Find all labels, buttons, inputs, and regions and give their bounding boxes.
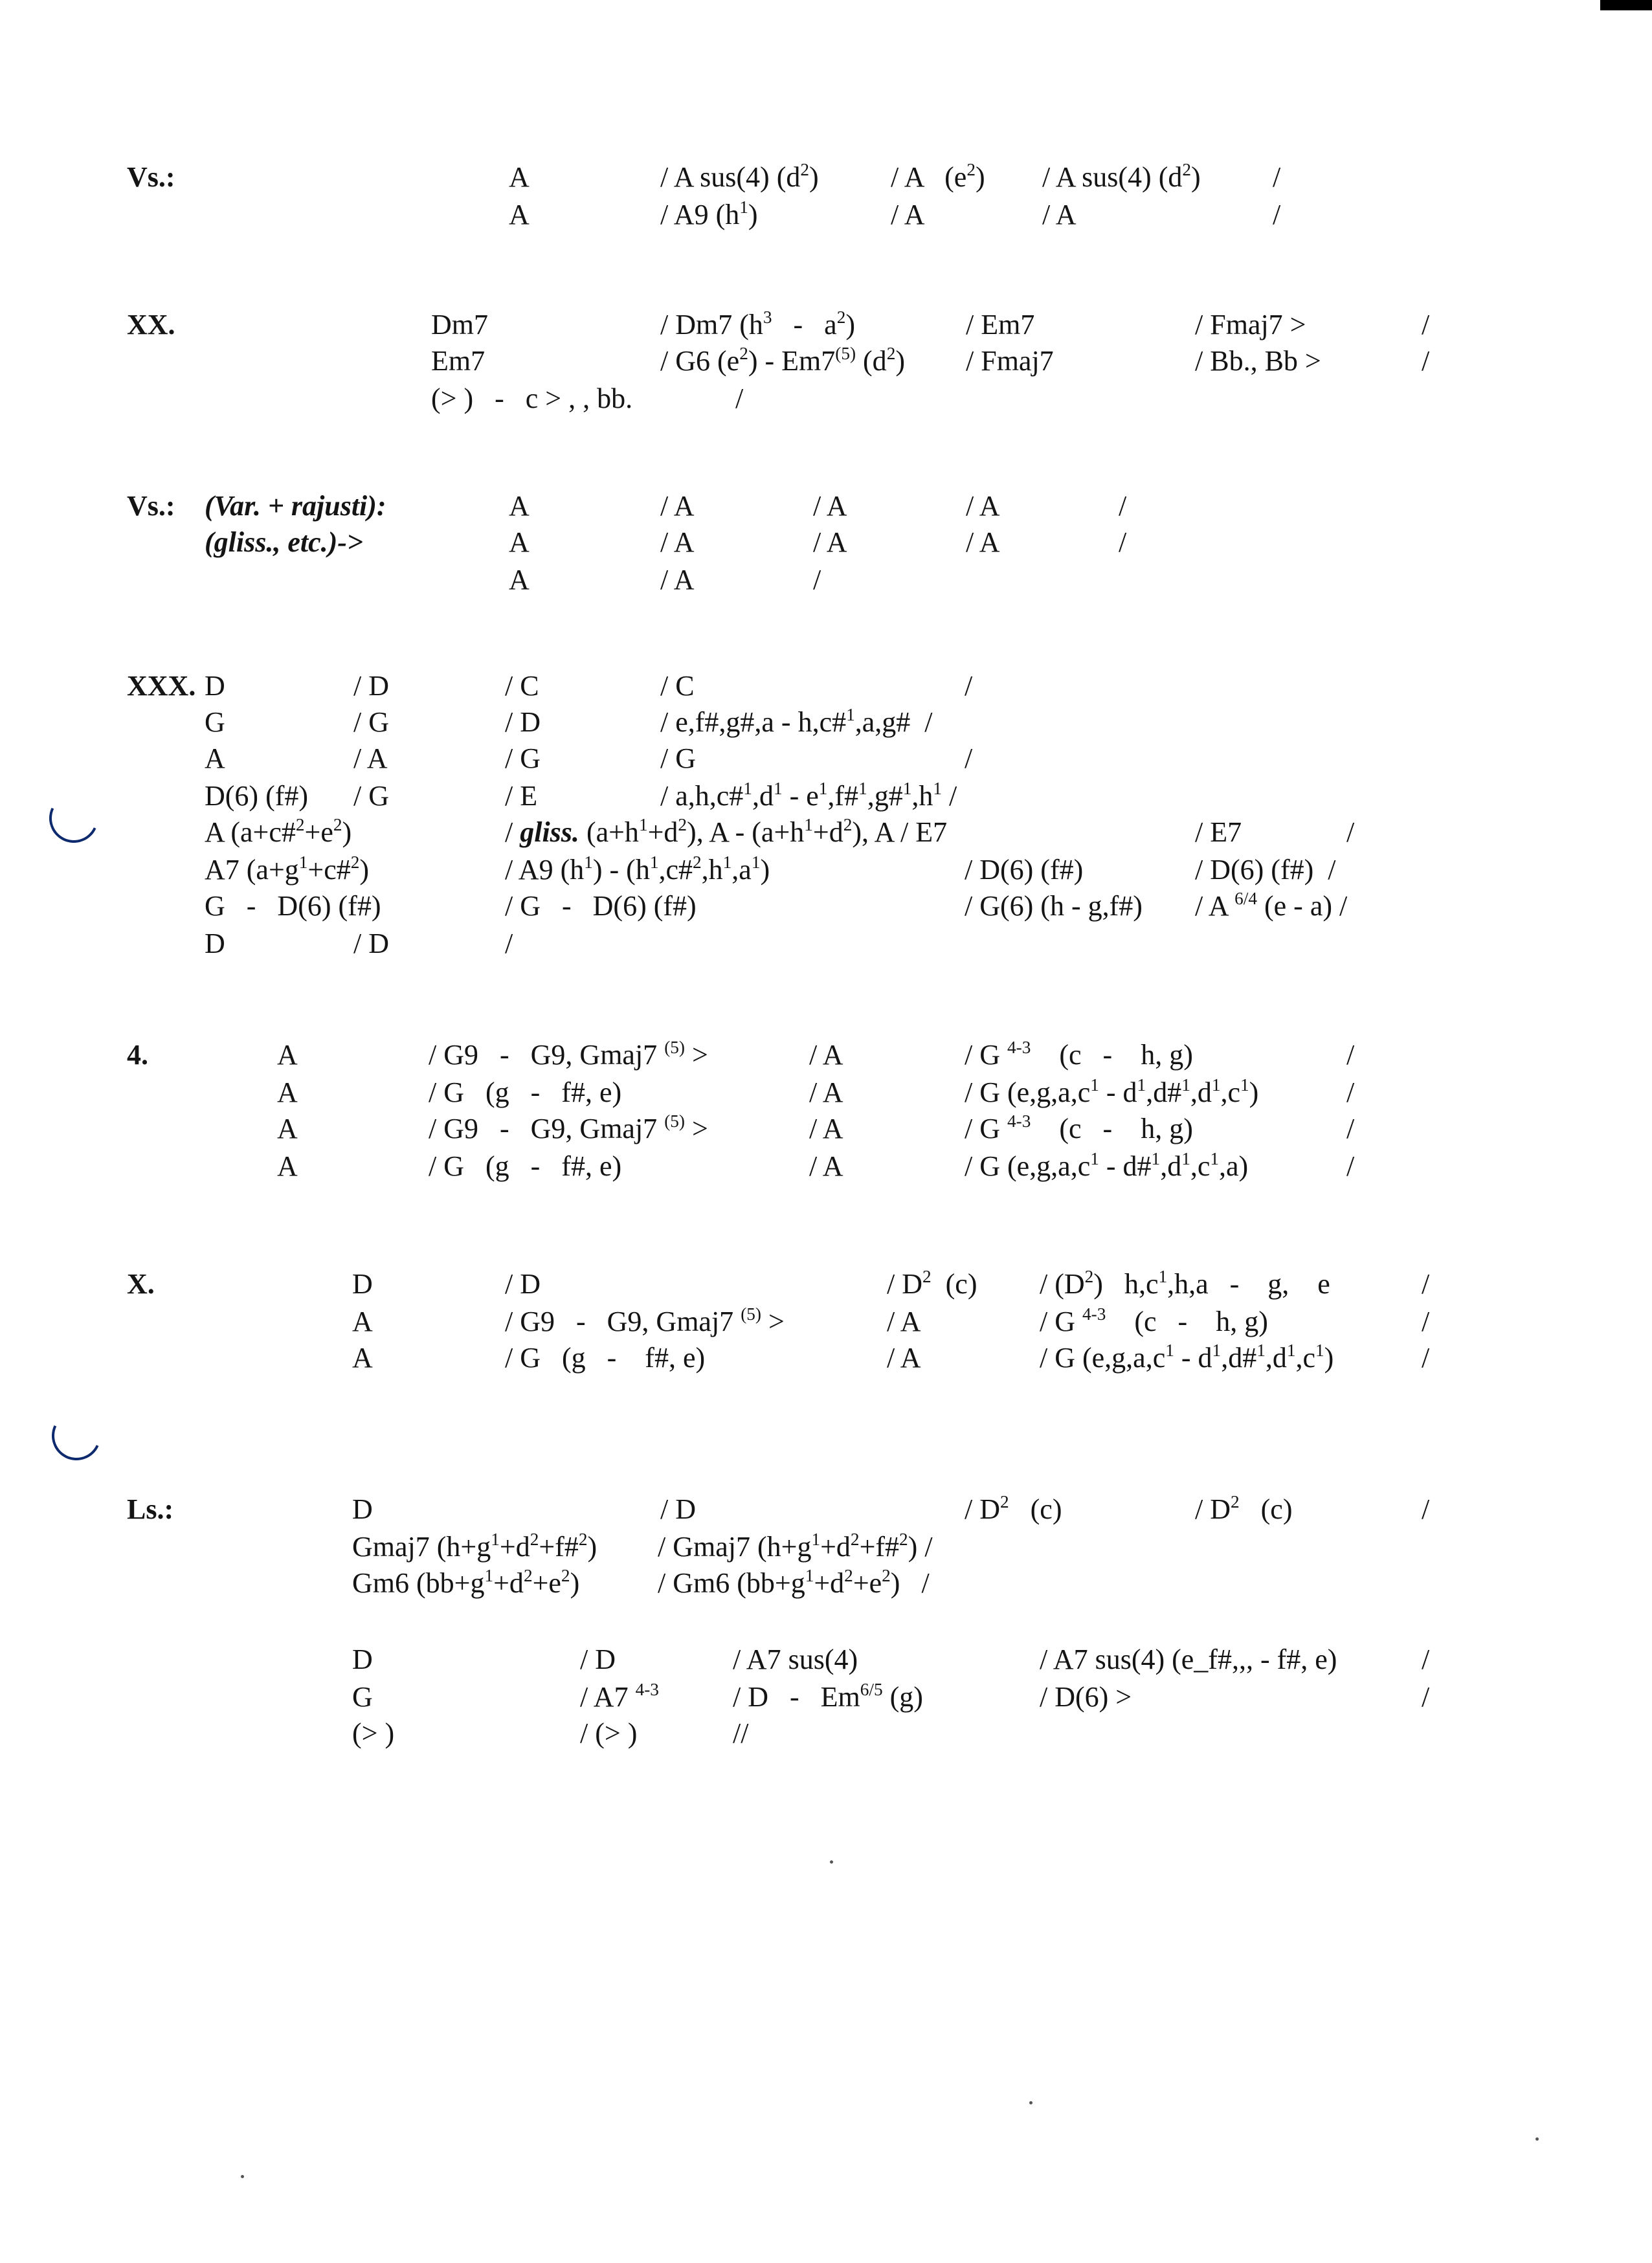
chord-text: 4. [127,1039,148,1071]
chord-text: / [1273,161,1281,193]
chord-text: / A sus(4) $(d^2)$ [1042,160,1201,193]
chord-text: A $(a+c\#^2+e^2)$ [205,815,352,848]
scan-corner-mark [1600,0,1652,10]
chord-text: Vs.: [127,490,175,522]
chord-text: A [509,526,530,558]
chord-text: A [277,1039,298,1071]
chord-text: / D [353,928,389,959]
chord-text: / A [966,490,1000,522]
chord-text: (> ) [352,1717,395,1749]
chord-text: / [1422,1306,1430,1337]
chord-text: / A [809,1150,843,1182]
chord-text: / [1346,816,1355,848]
chord-text: / [1422,1342,1430,1374]
chord-text: / [1119,490,1127,522]
chord-text: / $D^2$ (c) [965,1492,1062,1525]
chord-text: D [205,928,225,959]
chord-text: / e,f#,g#,a - h,c#$^1$,a,g# / [660,705,933,738]
chord-text: A [509,161,530,193]
chord-text: / A7 sus(4) [733,1644,858,1675]
chord-text: / Em7 [966,309,1035,340]
pencil-arc-mark [45,1404,107,1467]
chord-text: D [205,670,225,702]
chord-text: Dm7 [431,309,488,340]
chord-text: / A9 $(h^1)$ - $(h^1,c\#^2,h^1,a^1)$ [505,853,770,886]
chord-text: / [813,564,821,596]
chord-text: D [352,1644,373,1675]
chord-text: / $a,h,c\#^1,d^1$ - $e^1,f\#^1,g\#^1,h^1$ / [660,779,957,812]
chord-text: D [352,1268,373,1300]
chord-text: A [352,1306,373,1337]
chord-text: / [505,928,513,959]
chord-text: / A $(e^2)$ [891,160,985,193]
chord-text: XX. [127,309,175,340]
chord-text: / G6 $(e^2) - Em7^{(5)}$ $(d^2)$ [660,344,905,377]
chord-text: / G9 - G9, Gmaj7 $^{(5)}$ > [429,1111,708,1144]
chord-text: / A [891,199,925,230]
chord-text: / A sus(4) $(d^2)$ [660,160,819,193]
chord-text: / D(6) (f#) / [1195,854,1336,886]
chord-text: XXX. [127,670,196,702]
chord-text: / D [580,1644,616,1675]
chord-text: / A [887,1306,921,1337]
chord-text: / A [660,526,695,558]
scan-speck [241,2175,244,2178]
chord-text: / E7 [1195,816,1242,848]
chord-text: / [735,383,744,414]
chord-text: / [1422,1493,1430,1525]
chord-text: A [352,1342,373,1374]
chord-text: G - D(6) (f#) [205,890,381,922]
chord-text: / [1273,199,1281,230]
chord-text: G [352,1681,373,1713]
chord-text: / (> ) [580,1717,638,1749]
chord-text: / gliss. $(a+h^1+d^2)$, $A - (a+h^1+d^2)$, A / E7 [505,815,948,848]
chord-text: / G (g - f#, e) [429,1150,622,1182]
chord-text: / D(6) > [1040,1681,1132,1713]
chord-text: / G9 - G9, Gmaj7 $^{(5)}$ > [429,1038,708,1071]
chord-text: X. [127,1268,155,1300]
chord-text: / A [1042,199,1077,230]
chord-text: A [205,742,225,774]
chord-text: / A [353,742,388,774]
chord-text: / [1422,1681,1430,1713]
chord-text: / Gmaj7 $(h+g^1+d^2+f\#^2)$ / [658,1530,933,1563]
chord-text: A [509,199,530,230]
chord-text: Gmaj7 $(h+g^1+d^2+f\#^2)$ [352,1530,597,1563]
chord-text: / A [813,490,847,522]
scan-speck [1535,2137,1539,2141]
chord-text: / A [887,1342,921,1374]
chord-text: / G [353,706,389,738]
chord-text: / A [809,1076,843,1108]
chord-text: / [1119,526,1127,558]
chord-text: / D [505,706,541,738]
chord-text: / [1346,1039,1355,1071]
chord-text: / G [660,742,696,774]
chord-text: / G (g - f#, e) [429,1076,622,1108]
chord-text: / G [353,780,389,812]
chord-text: / A7 sus(4) (e_f#,,, - f#, e) [1040,1644,1337,1675]
chord-text: / C [660,670,695,702]
chord-text: / G ($e,g,a,c^1$ - $d^1,d\#^1,d^1,c^1$) [965,1075,1259,1108]
chord-text: / G ($e,g,a,c^1$ - $d\#^1,d^1,c^1,a$) [965,1149,1249,1182]
chord-text: / [965,670,973,702]
chord-text: / D(6) (f#) [965,854,1084,886]
chord-text: / Fmaj7 > [1195,309,1306,340]
chord-text: // [733,1717,749,1749]
chord-text: Em7 [431,345,486,377]
chord-text: / [1422,1644,1430,1675]
chord-text: / G ($e,g,a,c^1$ - $d^1,d\#^1,d^1,c^1$) [1040,1341,1334,1374]
chord-text: / [965,742,973,774]
chord-text: / E [505,780,538,812]
chord-text: D [352,1493,373,1525]
chord-text: Ls.: [127,1493,174,1525]
chord-text: / A [809,1039,843,1071]
chord-text: / G (g - f#, e) [505,1342,706,1374]
chord-text: / [1422,1268,1430,1300]
chord-text: / A [660,490,695,522]
chord-text: / D [353,670,389,702]
chord-text: / A7 $^{4-3}$ [580,1680,659,1713]
chord-text: / Dm7 $(h^3 - a^2)$ [660,307,856,340]
chord-text: A [509,564,530,596]
chord-text: / Fmaj7 [966,345,1054,377]
chord-text: D(6) (f#) [205,780,309,812]
chord-text: / Bb., Bb > [1195,345,1321,377]
chord-text: / [1346,1113,1355,1144]
chord-text: / G(6) (h - g,f#) [965,890,1143,922]
chord-text: / $(D^2)$ $h,c^1,h,a$ - g, e [1040,1267,1330,1300]
chord-text: (gliss., etc.)-> [205,526,364,558]
chord-text: / A9 $(h^1)$ [660,197,758,230]
pencil-arc-mark [42,786,105,849]
chord-text: / $D^2$ (c) [1195,1492,1293,1525]
chord-text: / G $^{4-3}$ (c - h, g) [965,1111,1193,1144]
chord-text: A [277,1076,298,1108]
chord-text: / A [809,1113,843,1144]
chord-text: (> ) - c > , , bb. [431,383,633,414]
chord-text: / G $^{4-3}$ (c - h, g) [965,1038,1193,1071]
chord-text: / G9 - G9, Gmaj7 $^{(5)}$ > [505,1304,785,1337]
chord-text: Vs.: [127,161,175,193]
chord-text: / D [660,1493,696,1525]
chord-text: (Var. + rajusti): [205,490,386,522]
chord-text: A7 $(a+g^1+c\#^2)$ [205,853,370,886]
chord-text: / C [505,670,539,702]
chord-text: A [509,490,530,522]
chord-text: / A [966,526,1000,558]
chord-text: / A [813,526,847,558]
chord-text: / [1346,1150,1355,1182]
chord-text: / G - D(6) (f#) [505,890,697,922]
chord-text: / D [505,1268,541,1300]
chord-text: / G $^{4-3}$ (c - h, g) [1040,1304,1268,1337]
chord-text: / $D^2$ (c) [887,1267,977,1300]
chord-text: / [1422,309,1430,340]
chord-text: / G [505,742,541,774]
chord-text: G [205,706,225,738]
chord-text: / A $^{6/4}$ (e - a) / [1195,889,1348,922]
chord-text: / [1346,1076,1355,1108]
scan-speck [830,1860,833,1864]
scan-speck [1029,2101,1032,2104]
chord-text: Gm6 $(bb+g^1+d^2+e^2)$ [352,1566,580,1599]
chord-text: / [1422,345,1430,377]
chord-text: A [277,1113,298,1144]
chord-text: / D - $Em^{6/5}$ (g) [733,1680,923,1713]
chord-text: / A [660,564,695,596]
chord-text: A [277,1150,298,1182]
chord-text: / Gm6 $(bb+g^1+d^2+e^2)$ / [658,1566,930,1599]
